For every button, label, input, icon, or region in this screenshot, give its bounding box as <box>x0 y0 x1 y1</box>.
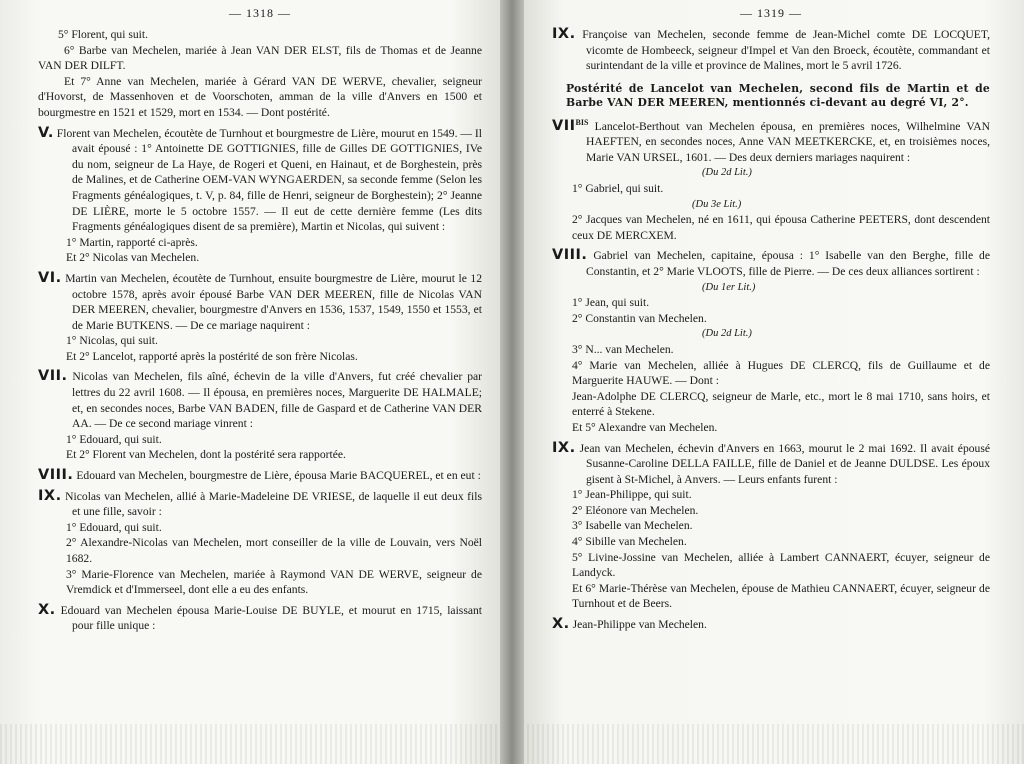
generation-number: VII <box>552 117 576 134</box>
generation-entry <box>38 271 482 333</box>
generation-number: IX. <box>38 487 62 504</box>
child-entry: 1° Martin, rapporté ci-après. <box>66 235 198 249</box>
generation-suffix: BIS <box>575 117 589 127</box>
section-heading: Postérité de Lancelot van Mechelen, second fils de Martin et de Barbe VAN DER MEEREN, mentionnés ci-devant au degré VI, 2°. <box>566 81 990 109</box>
child-entry: 3° Isabelle van Mechelen. <box>572 519 693 533</box>
child-entry: 2° Jacques van Mechelen, né en 1611, qui épousa Catherine PEETERS, dont descendent ceux DE MERCXEM. <box>572 213 990 242</box>
entry-text: Nicolas van Mechelen, allié à Marie-Madeleine DE VRIESE, de laquelle il eut deux fils et une fille, savoir : <box>65 489 482 519</box>
child-entry: 2° Alexandre-Nicolas van Mechelen, mort conseiller de la ville de Louvain, vers Noël 1682. <box>66 536 482 565</box>
child-entry: 2° Constantin van Mechelen. <box>572 311 707 325</box>
generation-number: X. <box>38 601 56 618</box>
entry-text: Lancelot-Berthout van Mechelen épousa, en premières noces, Wilhelmine VAN HAEFTEN, en secondes noces, Anne VAN MEETKERCKE, et, en troisièmes noces, Marie VAN URSEL, 1601. — Des deux derniers mariages naquirent : <box>586 119 990 164</box>
child-entry: 1° Gabriel, qui suit. <box>572 182 664 196</box>
text-block <box>38 27 482 634</box>
generation-entry <box>38 468 482 484</box>
entry-text: Jean-Philippe van Mechelen. <box>572 618 707 632</box>
generation-entry <box>552 115 990 166</box>
generation-number: IX. <box>552 26 576 42</box>
child-entry: Et 2° Florent van Mechelen, dont la postérité sera rapportée. <box>66 448 346 462</box>
child-entry: 1° Jean-Philippe, qui suit. <box>572 488 692 502</box>
entry-text: Martin van Mechelen, écoutète de Turnhout, ensuite bourgmestre de Lière, mourut le 12 octobre 1578, après avoir épousé Barbe VAN DER MEEREN, fille de Nicolas VAN DER MEEREN, chevalier, bourgmestre d'Anvers en 1536, 1537, 1549, 1550 et 1553, et de Marie BUTKENS. — De ce mariage naquirent : <box>65 271 482 332</box>
generation-number: VI. <box>38 269 62 286</box>
child-entry: 1° Nicolas, qui suit. <box>66 334 158 348</box>
text-block <box>552 27 990 633</box>
child-entry: 2° Eléonore van Mechelen. <box>572 503 699 517</box>
entry-text: Edouard van Mechelen, bourgmestre de Lière, épousa Marie BACQUEREL, et en eut : <box>76 469 481 483</box>
generation-number: IX. <box>552 439 576 456</box>
child-entry: Et 5° Alexandre van Mechelen. <box>572 420 718 434</box>
generation-entry <box>38 489 482 520</box>
entry-text: Jean van Mechelen, échevin d'Anvers en 1663, mourut le 2 mai 1692. Il avait épousé Susanne-Caroline DELLA FAILLE, fille de Daniel et de Jeanne DULDSE. Les époux gisent à St-Michel, à Anvers. — Leurs enfants furent : <box>579 441 990 486</box>
marriage-note: (Du 3e Lit.) <box>692 198 742 210</box>
entry-text: Françoise van Mechelen, seconde femme de Jean-Michel comte DE LOCQUET, vicomte de Hombeeck, seigneur d'Impel et Van den Broeck, écoutète, commandant et surintendant de la ville et province de Malines, mort le 5 avril 1726. <box>582 28 990 73</box>
entry-text: Edouard van Mechelen épousa Marie-Louise DE BUYLE, et mourut en 1715, laissant pour fille unique : <box>60 603 482 633</box>
generation-entry <box>552 617 990 633</box>
child-entry: 4° Sibille van Mechelen. <box>572 535 687 549</box>
generation-number: VIII. <box>552 247 588 264</box>
child-entry: Et 6° Marie-Thérèse van Mechelen, épouse de Mathieu CANNAERT, écuyer, seigneur de Turnhout et de Beers. <box>572 581 990 611</box>
child-entry: 5° Livine-Jossine van Mechelen, alliée à Lambert CANNAERT, écuyer, seigneur de Landyck. <box>572 550 990 580</box>
child-entry: 3° Marie-Florence van Mechelen, mariée à Raymond VAN DE WERVE, seigneur de Vremdick et d'Immerseel, dont elle a eu des enfants. <box>66 567 482 597</box>
marriage-note: (Du 2d Lit.) <box>702 167 752 179</box>
marriage-note: (Du 2d Lit.) <box>702 328 752 340</box>
generation-entry <box>38 603 482 634</box>
generation-number: X. <box>552 616 570 633</box>
scan-noise <box>512 724 1024 764</box>
entry-text: Florent van Mechelen, écoutète de Turnhout et bourgmestre de Lière, mourut en 1549. — Il avait épousé : 1° Antoinette DE GOTTIGNIES, fille de Gilles DE GOTTIGNIES, IVe du nom, seigneur de La Haye, de Rogeri et Queni, en Hainaut, et de Borghestein, près de Malines, et de Catherine OEM-VAN WYNGAERDEN, sa seconde femme (Selon les Fragments généalogiques, t. V, p. 84, fille de Henri, seigneur de Borghestein); 2° Jeanne DE LIÈRE, morte le 5 octobre 1557. — Il eut de cette dernière femme (Les dits Fragments généalogiques disent de sa première), Martin et Nicolas, qui suivent : <box>56 126 482 234</box>
child-entry: 4° Marie van Mechelen, alliée à Hugues DE CLERCQ, fils de Guillaume et de Marguerite HAUWE. — Dont : <box>572 358 990 388</box>
scan-noise <box>0 724 512 764</box>
generation-entry <box>38 126 482 235</box>
generation-entry <box>38 369 482 431</box>
right-page <box>512 0 1024 764</box>
child-entry: 1° Jean, qui suit. <box>572 296 650 310</box>
generation-entry <box>552 27 990 74</box>
child-entry: 6° Barbe van Mechelen, mariée à Jean VAN DER ELST, fils de Thomas et de Jeanne VAN DER DILFT. <box>38 43 482 73</box>
child-entry: 1° Edouard, qui suit. <box>66 432 162 446</box>
child-entry: Et 7° Anne van Mechelen, mariée à Gérard VAN DE WERVE, chevalier, seigneur d'Hovorst, de Massenhoven et de Voorschoten, amman de la ville d'Anvers en 1500 et bourgmestre en 1521 et 1529, mort en 1534. — Dont postérité. <box>38 74 482 119</box>
book-gutter <box>500 0 524 764</box>
child-entry: 3° N... van Mechelen. <box>572 342 674 356</box>
page-number: — 1319 — <box>740 6 802 20</box>
entry-text: Gabriel van Mechelen, capitaine, épousa : 1° Isabelle van den Berghe, fille de Constantin, et 2° Marie VLOOTS, fille de Pierre. — De ces deux alliances sortirent : <box>586 249 990 278</box>
page-number: — 1318 — <box>229 6 291 20</box>
child-entry: 1° Edouard, qui suit. <box>66 520 162 534</box>
generation-entry <box>552 248 990 279</box>
child-entry: Jean-Adolphe DE CLERCQ, seigneur de Marle, etc., mort le 8 mai 1710, sans hoirs, et enterré à Stekene. <box>572 389 990 419</box>
child-entry: 5° Florent, qui suit. <box>58 28 148 41</box>
entry-text: Nicolas van Mechelen, fils aîné, échevin de la ville d'Anvers, fut créé chevalier par lettres du 22 avril 1608. — Il épousa, en premières noces, Marguerite DE HALMALE; et, en secondes noces, Barbe VAN BADEN, fille de Gaspard et de Catherine VAN DER AA. — De ce second mariage vinrent : <box>72 370 482 431</box>
generation-number: V. <box>38 124 54 141</box>
child-entry: Et 2° Lancelot, rapporté après la postérité de son frère Nicolas. <box>66 349 358 363</box>
generation-number: VIII. <box>38 467 74 484</box>
generation-number: VII. <box>38 368 68 385</box>
marriage-note: (Du 1er Lit.) <box>702 281 756 293</box>
child-entry: Et 2° Nicolas van Mechelen. <box>66 251 200 265</box>
generation-entry <box>552 441 990 488</box>
